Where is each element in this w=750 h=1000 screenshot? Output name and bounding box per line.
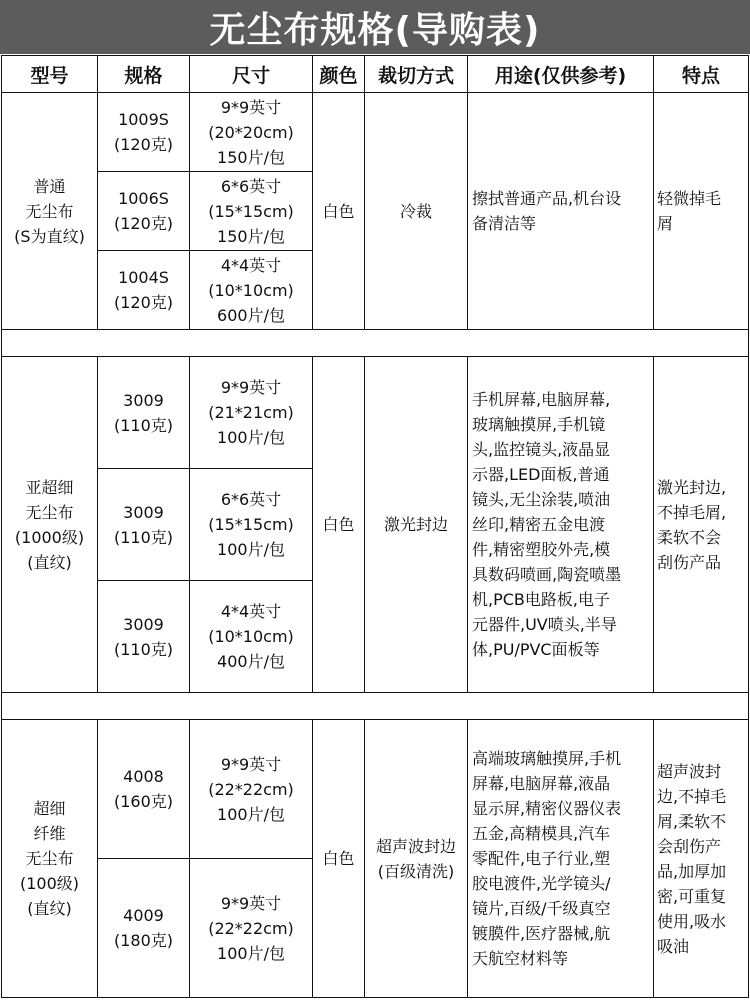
page-title: 无尘布规格(导购表) <box>0 0 750 54</box>
size-cell: 9*9英寸 (21*21cm) 100片/包 <box>190 357 313 469</box>
spacer-row <box>2 330 749 357</box>
feature-cell: 轻微掉毛 屑 <box>654 93 749 330</box>
use-cell: 高端玻璃触摸屏,手机 屏幕,电脑屏幕,液晶 显示屏,精密仪器仪表 五金,高精模具,汽车 零配件,电子行业,塑 胶电渡件,光学镜头/ 镜片,百级/千级真空 镀膜件,医疗器械,航 天航空材料等 <box>468 720 654 998</box>
use-cell: 手机屏幕,电脑屏幕, 玻璃触摸屏,手机镜 头,监控镜头,液晶显 示器,LED面板,普通 镜头,无尘涂装,喷油 丝印,精密五金电渡 件,精密塑胶外壳,模 具数码喷画,陶瓷喷墨 机,PCB电路板,电子 元器件,UV喷头,半导 体,PU/PVC面板等 <box>468 357 654 693</box>
spec-cell: 3009 (110克) <box>98 469 190 581</box>
model-cell: 超细 纤维 无尘布 (100级) (直纹) <box>2 720 98 998</box>
header-use: 用途(仅供参考) <box>468 56 654 93</box>
table-row <box>2 720 749 859</box>
model-cell: 亚超细 无尘布 (1000级) (直纹) <box>2 357 98 693</box>
header-row <box>2 56 749 93</box>
size-cell: 6*6英寸 (15*15cm) 100片/包 <box>190 469 313 581</box>
spec-cell: 1009S (120克) <box>98 93 190 172</box>
feature-cell: 激光封边, 不掉毛屑, 柔软不会 刮伤产品 <box>654 357 749 693</box>
color-cell: 白色 <box>313 93 365 330</box>
size-cell: 9*9英寸 (22*22cm) 100片/包 <box>190 859 313 998</box>
size-cell: 4*4英寸 (10*10cm) 400片/包 <box>190 581 313 693</box>
spacer-row <box>2 693 749 720</box>
spec-cell: 1006S (120克) <box>98 172 190 251</box>
spacer-cell <box>2 693 749 720</box>
feature-cell: 超声波封 边,不掉毛 屑,柔软不 会刮伤产 品,加厚加 密,可重复 使用,吸水 吸油 <box>654 720 749 998</box>
color-cell: 白色 <box>313 720 365 998</box>
color-cell: 白色 <box>313 357 365 693</box>
model-cell: 普通 无尘布 (S为直纹) <box>2 93 98 330</box>
cut-cell: 冷裁 <box>365 93 468 330</box>
spec-cell: 3009 (110克) <box>98 581 190 693</box>
size-cell: 9*9英寸 (22*22cm) 100片/包 <box>190 720 313 859</box>
spec-table <box>1 55 749 998</box>
spec-cell: 4009 (180克) <box>98 859 190 998</box>
use-cell: 擦拭普通产品,机台设 备清洁等 <box>468 93 654 330</box>
spacer-cell <box>2 330 749 357</box>
header-spec: 规格 <box>98 56 190 93</box>
header-feature: 特点 <box>654 56 749 93</box>
table-row <box>2 93 749 172</box>
cut-cell: 超声波封边 (百级清洗) <box>365 720 468 998</box>
size-cell: 6*6英寸 (15*15cm) 150片/包 <box>190 172 313 251</box>
cut-cell: 激光封边 <box>365 357 468 693</box>
spec-cell: 1004S (120克) <box>98 251 190 330</box>
header-size: 尺寸 <box>190 56 313 93</box>
size-cell: 9*9英寸 (20*20cm) 150片/包 <box>190 93 313 172</box>
spec-cell: 4008 (160克) <box>98 720 190 859</box>
header-model: 型号 <box>2 56 98 93</box>
table-row <box>2 357 749 469</box>
size-cell: 4*4英寸 (10*10cm) 600片/包 <box>190 251 313 330</box>
spec-cell: 3009 (110克) <box>98 357 190 469</box>
header-cut: 裁切方式 <box>365 56 468 93</box>
header-color: 颜色 <box>313 56 365 93</box>
